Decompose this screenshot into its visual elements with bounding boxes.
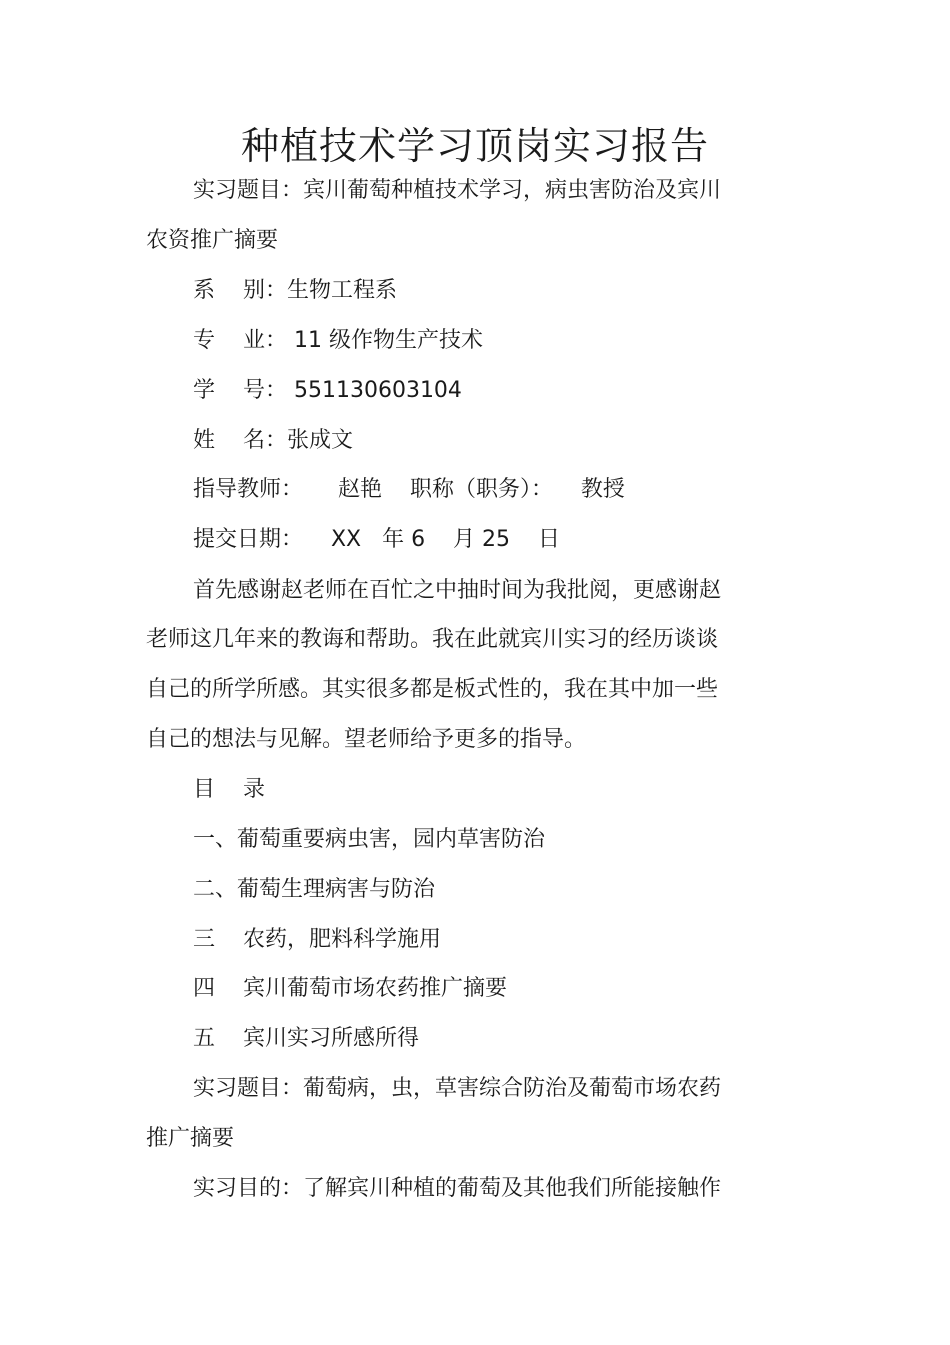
toc-item-5: 五 宾川实习所感所得 [193, 1026, 419, 1051]
report-topic-line-2: 农资推广摘要 [146, 228, 279, 253]
toc-item-2: 二、葡萄生理病害与防治 [193, 877, 436, 902]
acknowledgement-line-4: 自己的想法与见解。望老师给予更多的指导。 [146, 727, 587, 752]
submit-date-line: 提交日期： XX 年 6 月 25 日 [193, 527, 561, 552]
internship-purpose-line: 实习目的：了解宾川种植的葡萄及其他我们所能接触作 [193, 1176, 722, 1201]
toc-heading: 目 录 [193, 777, 265, 802]
major-line: 专 业： 11 级作物生产技术 [193, 328, 483, 353]
advisor-line: 指导教师： 赵艳 职称（职务）： 教授 [193, 477, 625, 502]
internship-topic-line-2: 推广摘要 [146, 1126, 235, 1151]
internship-topic-line-1: 实习题目：葡萄病，虫，草害综合防治及葡萄市场农药 [193, 1076, 722, 1101]
document-title: 种植技术学习顶岗实习报告 [240, 124, 709, 168]
student-name-line: 姓 名：张成文 [193, 428, 353, 453]
report-topic-line-1: 实习题目：宾川葡萄种植技术学习，病虫害防治及宾川 [193, 178, 722, 203]
acknowledgement-line-2: 老师这几年来的教诲和帮助。我在此就宾川实习的经历谈谈 [146, 627, 719, 652]
acknowledgement-line-3: 自己的所学所感。其实很多都是板式性的，我在其中加一些 [146, 677, 719, 702]
student-id-line: 学 号： 551130603104 [193, 378, 462, 403]
toc-item-4: 四 宾川葡萄市场农药推广摘要 [193, 976, 507, 1001]
department-line: 系 别：生物工程系 [193, 278, 397, 303]
toc-item-3: 三 农药，肥料科学施用 [193, 927, 441, 952]
toc-item-1: 一、葡萄重要病虫害，园内草害防治 [193, 827, 546, 852]
acknowledgement-line-1: 首先感谢赵老师在百忙之中抽时间为我批阅，更感谢赵 [193, 578, 722, 603]
